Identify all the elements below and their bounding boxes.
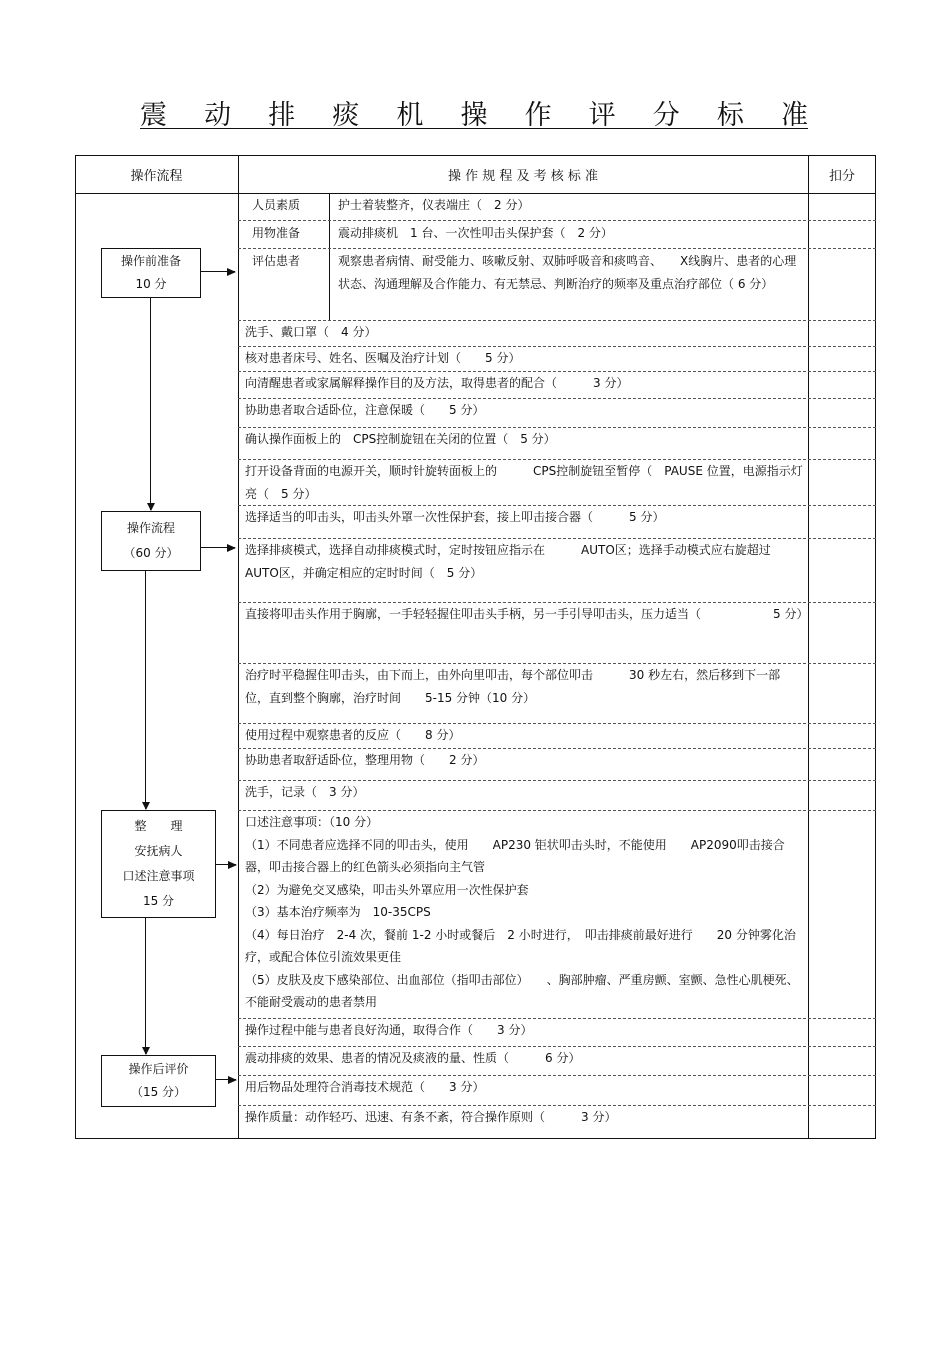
stage-process-title: 操作流程 xyxy=(126,521,175,535)
stage-tidy-box xyxy=(101,810,216,918)
arrow-process-down xyxy=(145,571,146,809)
header-flow: 操作流程 xyxy=(130,168,183,184)
prep-label-supplies: 用物准备 xyxy=(252,226,301,240)
prep-label-staff: 人员素质 xyxy=(252,198,301,212)
prep-text-staff: 护士着装整齐，仪表端庄（ 2 分） xyxy=(338,198,530,212)
arrow-prep-down xyxy=(150,298,151,510)
col-divider-2 xyxy=(808,155,809,1139)
row-communication: 操作过程中能与患者良好沟通，取得合作（ 3 分） xyxy=(245,1023,533,1037)
header-standard: 操 作 规 程 及 考 核 标 准 xyxy=(447,168,599,184)
arrow-tidy-down xyxy=(145,918,146,1054)
stage-eval-box xyxy=(101,1055,216,1107)
row-apply-head: 直接将叩击头作用于胸廓，一手轻轻握住叩击头手柄，另一手引导叩击头，压力适当（ 5 分） xyxy=(245,607,809,621)
stage-eval-title: 操作后评价 xyxy=(128,1062,189,1076)
stage-process-box xyxy=(101,511,201,571)
stage-process-score: （60 分） xyxy=(123,546,179,560)
col-divider-1 xyxy=(238,155,239,1139)
row-power-on: 打开设备背面的电源开关，顺时针旋转面板上的 CPS控制旋钮至暂停（ PAUSE 位置，电源指示灯亮（ 5 分） xyxy=(245,464,803,501)
arrow-process-right xyxy=(201,547,235,548)
row-separator xyxy=(238,248,876,249)
title-char: 震 xyxy=(140,99,167,131)
title-char: 痰 xyxy=(332,99,360,131)
title-char: 准 xyxy=(780,99,808,131)
stage-tidy-score: 15 分 xyxy=(142,894,175,908)
stage-tidy-notes: 口述注意事项 xyxy=(122,869,195,883)
row-select-head: 选择适当的叩击头，叩击头外罩一次性保护套，接上叩击接合器（ 5 分） xyxy=(245,510,665,524)
title-char: 分 xyxy=(652,99,680,131)
header-deduction: 扣分 xyxy=(828,168,855,184)
arrow-eval-right xyxy=(216,1079,236,1080)
row-treatment-motion: 治疗时平稳握住叩击头，由下而上，由外向里叩击，每个部位叩击 30 秒左右，然后移到下一部位，直到整个胸廓，治疗时间 5-15 分钟（10 分） xyxy=(245,668,781,705)
stage-tidy-comfort: 安抚病人 xyxy=(134,844,183,858)
title-underline xyxy=(140,128,808,129)
row-verbal-notes: 口述注意事项：（10 分） （1）不同患者应选择不同的叩击头，使用 AP230 钜状叩击头时，不能使用 AP2090叩击接合器，叩击接合器上的红色箭头必须指向主气管 （2）为避免交叉感染，叩击头外罩应用一次性保护套 （3）基本治疗频率为 10-35CPS （4）每日治疗 2-4 次，餐前 1-2 小时或餐后 2 小时进行， 叩击排痰前最好进行 20 分钟雾化治疗，或配合体位引流效果更佳 （5）皮肤及皮下感染部位、出血部位（指叩击部位） 、胸部肿瘤、严重房颤、室颤、急性心肌梗死、不能耐受震动的患者禁用 xyxy=(245,815,799,1009)
row-position-warm: 协助患者取合适卧位，注意保暖（ 5 分） xyxy=(245,403,485,417)
title-char: 操 xyxy=(460,99,488,131)
row-handwash-mask: 洗手、戴口罩（ 4 分） xyxy=(245,325,377,339)
title-char: 排 xyxy=(268,99,296,131)
stage-tidy-title: 整 理 xyxy=(134,819,183,833)
row-separator xyxy=(238,220,876,221)
row-disposal: 用后物品处理符合消毒技术规范（ 3 分） xyxy=(245,1080,485,1094)
row-confirm-cps-off: 确认操作面板上的 CPS控制旋钮在关闭的位置（ 5 分） xyxy=(245,432,556,446)
row-quality: 操作质量：动作轻巧、迅速、有条不紊，符合操作原则（ 3 分） xyxy=(245,1110,617,1124)
row-select-mode: 选择排痰模式，选择自动排痰模式时，定时按钮应指示在 AUTO区；选择手动模式应右旋超过 AUTO区，并确定相应的定时时间（ 5 分） xyxy=(245,543,783,580)
arrow-tidy-right xyxy=(216,864,236,865)
arrow-prep-right xyxy=(201,271,235,272)
row-handwash-record: 洗手，记录（ 3 分） xyxy=(245,785,365,799)
prep-text-assess: 观察患者病情、耐受能力、咳嗽反射、双肺呼吸音和痰鸣音、 X线胸片、患者的心理状态、沟通理解及合作能力、有无禁忌、判断治疗的频率及重点治疗部位（ 6 分） xyxy=(338,254,797,291)
title-char: 评 xyxy=(588,99,616,131)
row-comfort-tidy: 协助患者取舒适卧位，整理用物（ 2 分） xyxy=(245,753,485,767)
title-char: 标 xyxy=(716,99,744,131)
row-explain-purpose: 向清醒患者或家属解释操作目的及方法，取得患者的配合（ 3 分） xyxy=(245,376,629,390)
title-char: 动 xyxy=(204,99,232,131)
stage-prep-title: 操作前准备 xyxy=(120,254,181,268)
stage-eval-score: （15 分） xyxy=(130,1085,187,1099)
row-observe-reaction: 使用过程中观察患者的反应（ 8 分） xyxy=(245,728,461,742)
title-char: 机 xyxy=(396,99,424,131)
stage-prep-box xyxy=(101,248,201,298)
stage-prep-score: 10 分 xyxy=(135,277,167,291)
row-verify-patient: 核对患者床号、姓名、医嘱及治疗计划（ 5 分） xyxy=(245,351,521,365)
prep-label-assess: 评估患者 xyxy=(252,254,301,268)
prep-text-supplies: 震动排痰机 1 台、一次性叩击头保护套（ 2 分） xyxy=(338,226,613,240)
row-effect: 震动排痰的效果、患者的情况及痰液的量、性质（ 6 分） xyxy=(245,1051,581,1065)
document-title xyxy=(140,92,808,132)
title-char: 作 xyxy=(524,99,552,131)
